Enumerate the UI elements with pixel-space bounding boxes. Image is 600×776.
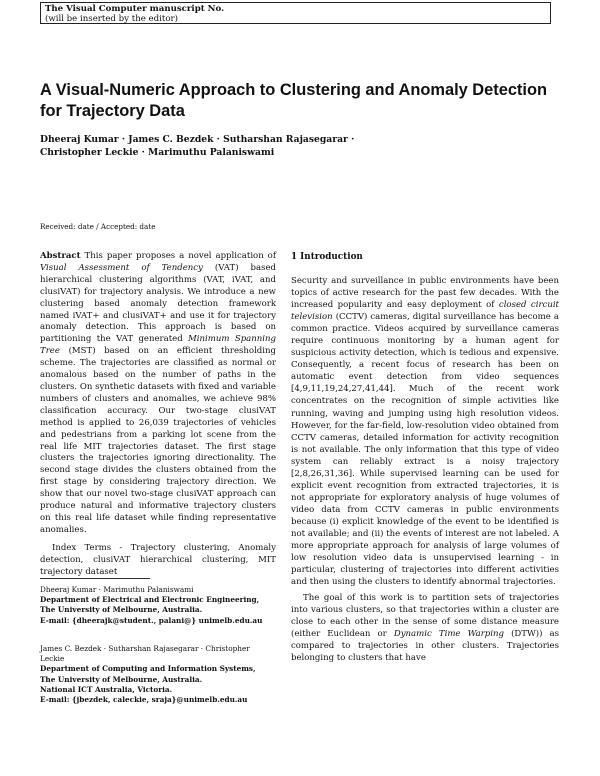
abstract-text-2: (VAT) based hierarchical clustering algorithms (VAT, iVAT, and clusiVAT) for trajectory analysis. We introduce a new clustering based anomaly detection framework named iVAT+ and clusiVAT+ and use it for trajectory anomaly detection. This approach is based on partitioning the VAT generated (40, 262, 276, 345)
editor-notice-box (40, 2, 551, 24)
intro-p2-text-b: (DTW)) as compared to trajectories in other clusters. Trajectories belonging to clusters that have (291, 629, 560, 664)
affiliation-2-dept: Department of Computing and Information Systems, (40, 664, 256, 674)
abstract-heading: Abstract (40, 251, 81, 261)
journal-name: The Visual Computer manuscript No. (45, 4, 225, 14)
intro-p2-text-a: The goal of this work is to partition sets of trajectories into various clusters, so that trajectories within a cluster are close to each other in the sense of some distance measure (either Euclidean or (291, 593, 559, 640)
affiliation-2-email: E-mail: {jbezdek, caleckie, sraja}@unimelb.edu.au (40, 695, 248, 705)
introduction-body (291, 275, 559, 665)
affiliation-1-names: Dheeraj Kumar · Marimuthu Palaniswami (40, 585, 194, 594)
abstract-emphasis-2: Minimum Spanning Tree (40, 334, 276, 357)
abstract-text-1: This paper proposes a novel application of (80, 251, 276, 261)
affiliation-2-names-2: Leckie (40, 654, 65, 664)
intro-p2-emphasis: Dynamic Time Warping (393, 629, 504, 640)
authors-line-1: Dheeraj Kumar · James C. Bezdek · Sutharshan Rajasegarar · (40, 134, 355, 145)
section-heading-introduction: 1 Introduction (291, 252, 363, 262)
affiliation-1-email: E-mail: {dheerajk@student., palani@} unimelb.edu.au (40, 615, 263, 625)
abstract-text-3: (MST) based on an efficient thresholding scheme. The trajectories are classified as normal or anomalous based on the number of paths in the clusters. On synthetic datasets with fixed and variable numbers of clusters and anomalies, we achieve 98% classification accuracy. Our two-stage clusiVAT method is applied to 26,039 trajectories of vehicles and pedestrians from a parking lot scene from the real life MIT trajectories dataset. The first stage clusters the trajectories ignoring directionality. The second stage divides the clusters obtained from the first stage by considering trajectory direction. We show that our novel two-stage clusiVAT approach can produce natural and informative trajectory clusters on this real life dataset while finding representative anomalies. (40, 346, 276, 535)
affiliation-2-univ: The University of Melbourne, Australia. (40, 674, 203, 684)
received-date: Received: date / Accepted: date (40, 222, 156, 231)
abstract (40, 251, 276, 578)
author-list (40, 133, 560, 159)
abstract-body (40, 251, 276, 537)
affiliation-2-names-1: James C. Bezdek · Sutharshan Rajasegarar · Christopher (40, 644, 250, 653)
introduction-paragraph-2 (291, 592, 559, 664)
affiliation-1 (40, 585, 280, 626)
affiliation-2 (40, 644, 280, 705)
affiliation-1-dept: Department of Electrical and Electronic Engineering, (40, 595, 260, 605)
authors-line-2: Christopher Leckie · Marimuthu Palaniswami (40, 147, 275, 158)
paper-title: A Visual-Numeric Approach to Clustering and Anomaly Detection for Trajectory Data (40, 81, 547, 120)
index-terms: Index Terms - Trajectory clustering, Anomaly detection, clusiVAT hierarchical clustering, MIT trajectory dataset (40, 542, 276, 577)
editor-note: (will be inserted by the editor) (45, 14, 178, 24)
abstract-emphasis-1: Visual Assessment of Tendency (40, 262, 203, 273)
affiliation-2-org: National ICT Australia, Victoria. (40, 684, 173, 694)
intro-p1-text-b: (CCTV) cameras, digital surveillance has become a common practice. Videos acquired by surveillance cameras require continuous monitoring by a human agent for suspicious activity detection, which is tedious and expensive. Consequently, a recent focus of research has been on automatic event detection from video sequences [4,9,11,19,24,27,41,44]. Much of the recent work concentrates on the recognition of simple activities like running, waving and jumping using high resolution videos. However, for the far-field, low-resolution video obtained from CCTV cameras, detailed information for activity recognition is not available. The only information that this type of video system can reliably extract is a noisy trajectory [2,8,26,31,36]. While supervised learning can be used for explicit event recognition from extracted trajectories, it is not appropriate for exploratory analysis of huge volumes of video data from CCTV cameras in public environments because (i) explicit knowledge of the event to be identified is not available; and (ii) the events of interest are not labeled. A more appropriate approach for analysis of large volumes of low resolution video data is unsupervised learning - in particular, clustering of trajectories into different activities and then using the clusters to identify abnormal trajectories. (291, 312, 559, 588)
affiliation-1-univ: The University of Melbourne, Australia. (40, 605, 203, 615)
footnote-rule (40, 578, 150, 579)
intro-p1-text-a: Security and surveillance in public environments have been topics of active research for the past few decades. With the increased popularity and easy deployment of (291, 276, 559, 311)
introduction-paragraph-1 (291, 275, 559, 588)
intro-p1-emphasis: closed circuit television (291, 300, 559, 323)
